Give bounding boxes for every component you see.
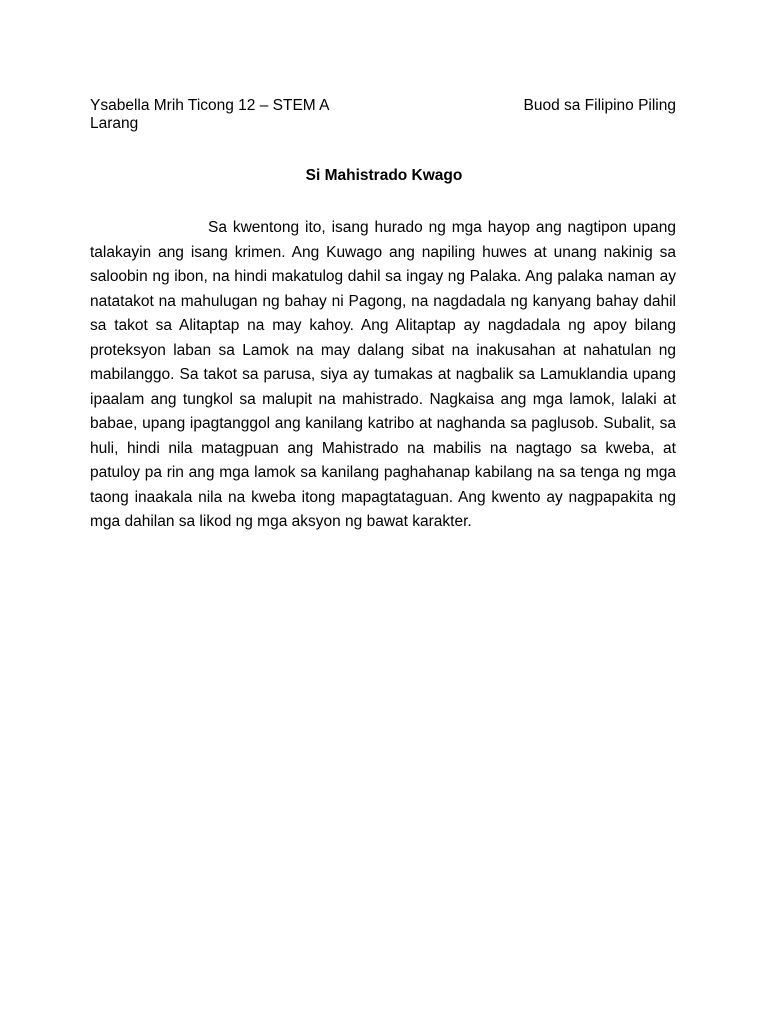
document-header — [90, 97, 676, 133]
author-info: Ysabella Mrih Ticong 12 – STEM A — [90, 97, 330, 114]
subject-info: Buod sa Filipino Piling — [523, 97, 676, 114]
subject-continuation: Larang — [90, 115, 139, 132]
document-title: Si Mahistrado Kwago — [305, 167, 463, 184]
header-first-line — [90, 97, 676, 115]
summary-paragraph: Sa kwentong ito, isang hurado ng mga hayop ang nagtipon upang talakayin ang isang krimen. Ang Kuwago ang napiling huwes at unang nakinig sa saloobin ng ibon, na hindi makatulog dahil sa ingay ng Palaka. Ang palaka naman ay natatakot na mahulugan ng bahay ni Pagong, na nagdadala ng kanyang bahay dahil sa takot sa Alitaptap na may kahoy. Ang Alitaptap ay nagdadala ng apoy bilang proteksyon laban sa Lamok na may dalang sibat na inakusahan at nahatulan ng mabilanggo. Sa takot sa parusa, siya ay tumakas at nagbalik sa Lamuklandia upang ipaalam ang tungkol sa malupit na mahistrado. Nagkaisa ang mga lamok, lalaki at babae, upang ipagtanggol ang kanilang katribo at naghanda sa paglusob. Subalit, sa huli, hindi nila matagpuan ang Mahistrado na mabilis na nagtago sa kweba, at patuloy pa rin ang mga lamok sa kanilang paghahanap kabilang na sa tenga ng mga taong inaakala nila na kweba itong mapagtataguan. Ang kwento ay nagpapakita ng mga dahilan sa likod ng mga aksyon ng bawat karakter. — [90, 219, 676, 530]
